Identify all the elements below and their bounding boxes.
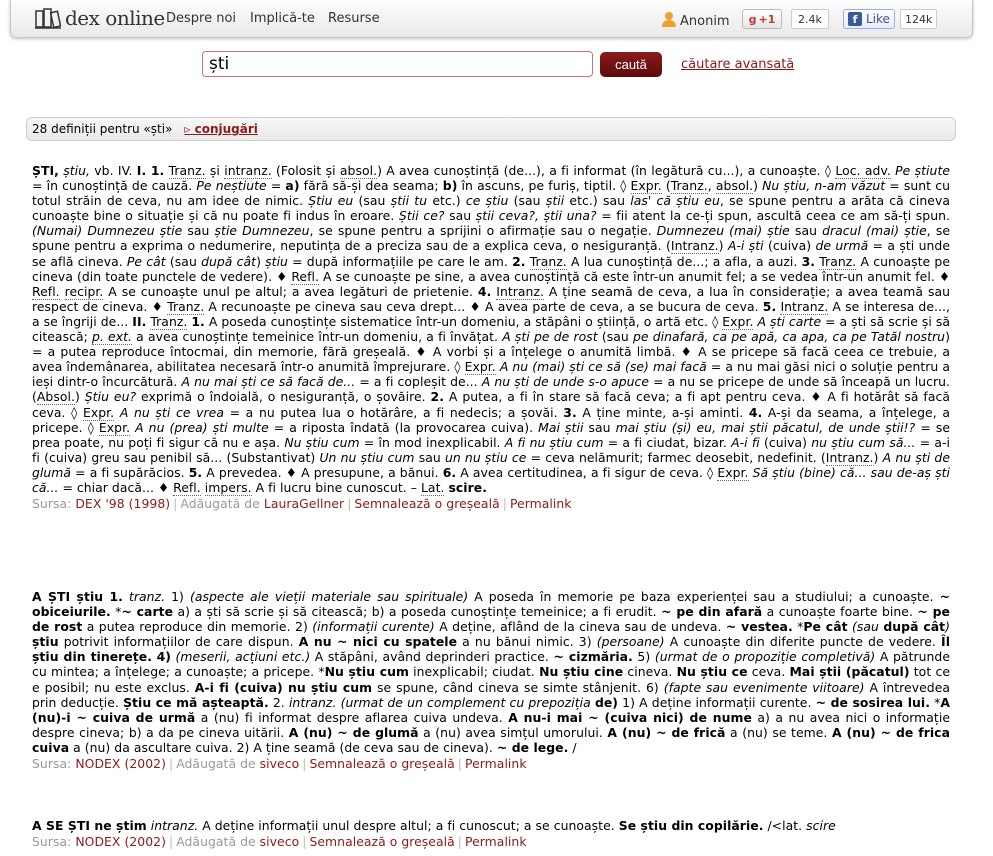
- source-link[interactable]: DEX '98 (1998): [75, 496, 171, 512]
- search-input[interactable]: [202, 51, 593, 77]
- source-link[interactable]: NODEX (2002): [75, 756, 166, 772]
- google-plus-label: +1: [758, 12, 776, 26]
- books-logo-icon: [35, 7, 61, 29]
- user-icon: [662, 11, 676, 31]
- google-plus-icon: g: [748, 12, 757, 26]
- author-link[interactable]: siveco: [259, 834, 300, 850]
- search-button[interactable]: caută: [600, 52, 662, 77]
- facebook-like-button[interactable]: [843, 9, 895, 29]
- definition-source-line: Sursa: DEX '98 (1998) | Adăugată de LauraGellner | Semnalează o greșeală | Permalink: [32, 496, 572, 512]
- report-error-link[interactable]: Semnalează o greșeală: [309, 756, 455, 772]
- added-by-label: Adăugată de: [180, 496, 260, 512]
- results-count: 28 definiții pentru «ști»: [32, 122, 173, 136]
- added-by-label: Adăugată de: [176, 834, 256, 850]
- permalink-link[interactable]: Permalink: [465, 834, 527, 850]
- report-error-link[interactable]: Semnalează o greșeală: [309, 834, 455, 850]
- definition-source-line: Sursa: NODEX (2002) | Adăugată de siveco | Semnalează o greșeală | Permalink: [32, 834, 527, 850]
- conjugations-link[interactable]: ▹ conjugări: [184, 122, 258, 136]
- report-error-link[interactable]: Semnalează o greșeală: [354, 496, 500, 512]
- added-by-label: Adăugată de: [176, 756, 256, 772]
- logo-text: dex online: [65, 6, 165, 30]
- definition-source-line: Sursa: NODEX (2002) | Adăugată de siveco | Semnalează o greșeală | Permalink: [32, 756, 527, 772]
- source-label: Sursa:: [32, 496, 72, 512]
- definition-text: ȘTI, știu, vb. IV. I. 1. Tranz. și intranz. (Folosit și absol.) A avea cunoștință (de...), a fi informat (în legătură cu...), a cunoaște. ◊ Loc. adv. Pe știute = în cunoștință de cauză. Pe neștiute = a) fără să-și dea seama; b) în ascuns, pe furiș, tiptil. ◊ Expr. (Tranz., absol.) Nu știu, n-am văzut = sunt cu totul străin de ceva, nu am idee de nimic. Știu eu (sau știi tu etc.) ce știu (sau știi etc.) sau las' că știu eu, se spune pentru a arăta că cineva cunoaște bine o situație și că nu poate fi indus în eroare. Știi ce? sau știi ceva?, știi una? = fii atent la ce-ți spun, ascultă ceea ce am să-ți spun. (Numai) Dumnezeu știe sau știe Dumnezeu, se spune pentru a sprijini o afirmație sau o negație. Dumnezeu (mai) știe sau dracul (mai) știe, se spune pentru a exprima o nedumerire, neputința de a preciza sau de a explica ceva, o nesiguranță. (Intranz.) A-i ști (cuiva) de urmă = a ști unde se află cineva. Pe cât (sau după cât) știu = după informațiile pe care le am. 2. Tranz. A lua cunoștință de...; a afla, a auzi. 3. Tranz. A cunoaște pe cineva (din toate punctele de vedere). ♦ Refl. A se cunoaște pe sine, a avea cunoștință că este într-un anumit fel; a se vedea într-un anumit fel. ♦ Refl. recipr. A se cunoaște unul pe altul; a avea legături de prietenie. 4. Intranz. A ține seamă de ceva, a lua în considerație; a avea teamă sau respect de cineva. ♦ Tranz. A recunoaște pe cineva sau ceva drept... ♦ A avea parte de ceva, a se bucura de ceva. 5. Intranz. A se interesa de..., a se îngriji de... II. Tranz. 1. A poseda cunoștințe sistematice într-un domeniu, a stăpâni o știință, o artă etc. ◊ Expr. A ști carte = a ști să scrie și să citească; p. ext. a avea cunoștințe temeinice într-un domeniu, a fi învățat. A ști pe de rost (sau pe dinafară, ca pe apă, ca apa, ca pe Tatăl nostru) = a putea reproduce întocmai, din memorie, fără greșeală. ♦ A vorbi și a înțelege o anumită limbă. ♦ A se pricepe să facă ceea ce trebuie, a avea îndemânarea, abilitatea necesară într-o anumită împrejurare. ◊ Expr. A nu (mai) ști ce să (se) mai facă = a nu mai găsi nici o soluție pentru a ieși dintr-o încurcătură. A nu mai ști ce să facă de... = a fi copleșit de... A nu ști de unde s-o apuce = a nu se pricepe de unde să înceapă un lucru. (Absol.) Știu eu? exprimă o îndoială, o nesiguranță, o șovăire. 2. A putea, a fi în stare să facă ceva; a fi apt pentru ceva. ♦ A fi hotărât să facă ceva. ◊ Expr. A nu ști ce vrea = a nu putea lua o hotărâre, a fi nedecis; a șovăi. 3. A ține minte, a-și aminti. 4. A-și da seama, a înțelege, a pricepe. ◊ Expr. A nu (prea) ști multe = a riposta îndată (la provocarea cuiva). Mai știi sau mai știu (și) eu, mai știi păcatul, de unde știi!? = se prea poate, nu poți fi sigur că nu e așa. Nu știu cum = în mod inexplicabil. A fi nu știu cum = a fi ciudat, bizar. A-i fi (cuiva) nu știu cum să... = a-i fi (cuiva) greu sau penibil să... (Substantivat) Un nu știu cum sau un nu știu ce = ceva nelămurit; farmec deosebit, nedefinit. (Intranz.) A nu ști de glumă = a fi supărăcios. 5. A prevedea. ♦ A presupune, a bănui. 6. A avea certitudinea, a fi sigur de ceva. ◊ Expr. Să știu (bine) că... sau de-aș ști că... = chiar dacă... ♦ Refl. impers. A fi lucru bine cunoscut. – Lat. scire.: [32, 163, 951, 495]
- google-plus-button[interactable]: [742, 9, 782, 29]
- nav-resurse[interactable]: Resurse: [328, 11, 380, 26]
- top-navigation-bar: [10, 0, 973, 38]
- user-name: Anonim: [680, 13, 730, 29]
- definition-text: A SE ȘTI ne știm intranz. A deține informații unul despre altul; a fi cunoscut; a se cunoaște. Se știu din copilărie. /<lat. scire: [32, 818, 836, 833]
- user-menu[interactable]: [662, 11, 730, 31]
- source-link[interactable]: NODEX (2002): [75, 834, 166, 850]
- advanced-search-link[interactable]: căutare avansată: [681, 57, 795, 72]
- results-count-bar: [26, 117, 956, 141]
- permalink-link[interactable]: Permalink: [509, 496, 572, 512]
- definition-1: [32, 163, 950, 511]
- author-link[interactable]: siveco: [259, 756, 300, 772]
- definition-3: [32, 818, 950, 849]
- facebook-icon: f: [848, 12, 862, 26]
- definition-text: A ȘTI știu 1. tranz. 1) (aspecte ale vieții materiale sau spirituale) A poseda în memorie pe baza experienței sau a studiului; a cunoaște. ~ obiceiurile. *~ carte a) a ști să scrie și să citească; b) a poseda cunoștințe temeinice; a fi erudit. ~ pe din afară a cunoaște foarte bine. ~ pe de rost a putea reproduce din memorie. 2) (informații curente) A deține, aflând de la cineva sau de undeva. ~ vestea. *Pe cât (sau după cât) știu potrivit informațiilor de care dispun. A nu ~ nici cu spatele a nu bănui nimic. 3) (persoane) A cunoaște din diferite puncte de vedere. Îl știu din tinerețe. 4) (meserii, acțiuni etc.) A stăpâni, având deprinderi practice. ~ cizmăria. 5) (urmat de o propoziție completivă) A pătrunde cu mintea; a înțelege; a cunoaște; a pricepe. *Nu știu cum inexplicabil; ciudat. Nu știu cine cineva. Nu știu ce ceva. Mai știi (păcatul) tot ce e posibil; nu este exclus. A-i fi (cuiva) nu știu cum se spune, când cineva se simte stânjenit. 6) (fapte sau evenimente viitoare) A întrevedea prin deducție. Știu ce mă așteaptă. 2. intranz. (urmat de un complement cu prepoziția de) 1) A deține informații curente. ~ de sosirea lui. *A (nu)-i ~ cuiva de urmă a (nu) fi informat despre aflarea cuiva undeva. A nu-i mai ~ (cuiva nici) de nume a) a nu avea nici o informație despre cineva; b) a da pe cineva uitării. A (nu) ~ de glumă a (nu) avea simțul umorului. A (nu) ~ de frică a (nu) se teme. A (nu) ~ de frica cuiva a (nu) da ascultare cuiva. 2) A ține seamă (de ceva sau de cineva). ~ de lege. /: [32, 589, 951, 755]
- google-plus-count: 2.4k: [791, 9, 829, 29]
- facebook-like-count: 124k: [900, 9, 937, 29]
- facebook-like-label: Like: [866, 12, 890, 26]
- nav-implica-te[interactable]: Implică-te: [250, 11, 315, 26]
- source-label: Sursa:: [32, 756, 72, 772]
- source-label: Sursa:: [32, 834, 72, 850]
- definition-2: [32, 589, 950, 771]
- site-logo[interactable]: [35, 6, 165, 30]
- permalink-link[interactable]: Permalink: [465, 756, 527, 772]
- author-link[interactable]: LauraGellner: [263, 496, 345, 512]
- nav-despre-noi[interactable]: Despre noi: [166, 11, 237, 26]
